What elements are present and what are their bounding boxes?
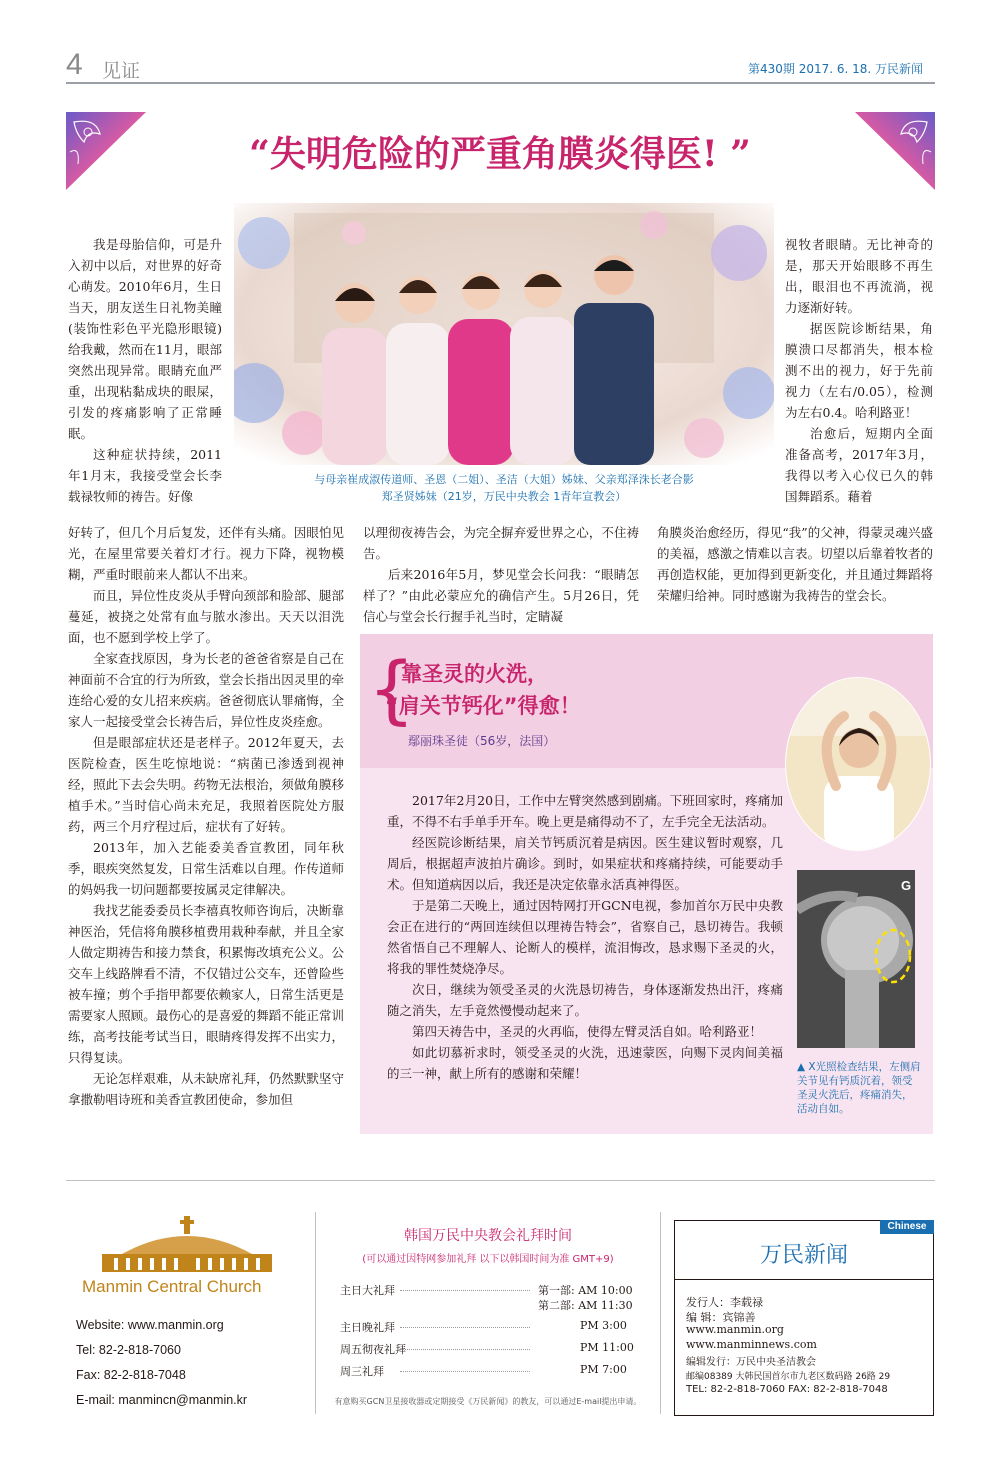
church-fax: Fax: 82-2-818-7048: [76, 1368, 186, 1382]
church-tel: Tel: 82-2-818-7060: [76, 1343, 181, 1357]
paragraph: 2013年，加入艺能委美香宣教团，同年秋季，眼疾突然复发，日常生活难以自理。作传道师的妈妈我一切问题都要按属灵定律解决。: [68, 840, 344, 897]
dot-leader: [400, 1349, 530, 1350]
service-time: PM 7:00: [580, 1363, 627, 1376]
paragraph: 角膜炎治愈经历，得见“我”的父神，得蒙灵魂兴盛的美福，感激之情难以言表。切望以后靠着牧者的再创造权能，更加得到更新变化，并且通过舞蹈将荣耀归给神。同时感谢为我祷告的堂会长。: [657, 525, 933, 603]
paragraph: 好转了，但几个月后复发，还伴有头痛。因眼怕见光，在屋里常要关着灯才行。视力下降，视物模糊，严重时眼前来人都认不出来。: [68, 525, 344, 582]
paragraph: 治愈后，短期内全面准备高考，2017年3月，我得以考入心仪已久的韩国舞蹈系。藉着: [785, 426, 933, 504]
paragraph: 但是眼部症状还是老样子。2012年夏天，去医院检查，医生吃惊地说：“病菌已渗透到视神经，照此下去会失明。药物无法根治，须做角膜移植手术。”当时信心尚未充足，我照着医院处方服药，两三个月疗程过后，症状有了好转。: [68, 735, 344, 834]
service-name: 周五彻夜礼拜: [340, 1343, 406, 1356]
address-line: 邮编08389 大韩民国首尔市九老区数码路 26路 29: [686, 1372, 891, 1382]
paragraph: 无论怎样艰难，从未缺席礼拜，仍然默默坚守拿撒勒唱诗班和美香宣教团使命，参加但: [68, 1071, 344, 1107]
church-building-icon: [100, 1214, 274, 1274]
issuer-line: 编辑发行：万民中央圣洁教会: [686, 1357, 816, 1368]
dot-leader: [400, 1327, 530, 1328]
dot-leader: [400, 1371, 530, 1372]
paragraph: 2017年2月20日，工作中左臂突然感到剧痛。下班回家时，疼痛加重，不得不右手单手开车。晚上更是痛得动不了，左手完全无法活动。: [387, 793, 783, 829]
brace-ornament: {: [368, 647, 416, 733]
sidebar-text: [387, 790, 783, 1126]
paragraph: 据医院诊断结果，角膜溃口尽都消失，根本检测不出的视力，好于先前视力（左右/0.05），检测为左右0.4。哈利路亚！: [785, 321, 933, 420]
paragraph: 次日，继续为领受圣灵的火洗恳切祷告，身体逐渐发热出汗，疼痛随之消失，左手竟然慢慢动起来了。: [387, 982, 783, 1018]
corner-ornament-left: [66, 112, 146, 190]
editor-line: 编 辑：宾锦善: [686, 1311, 756, 1324]
article-title: “失明危险的严重角膜炎得医! ”: [249, 133, 751, 175]
church-email[interactable]: E-mail: manmincn@manmin.kr: [76, 1393, 248, 1407]
article-column-1: [68, 522, 344, 1146]
paragraph: 第四天祷告中，圣灵的火再临，使得左臂灵活自如。哈利路亚！: [412, 1024, 763, 1039]
author-portrait: [784, 676, 932, 852]
service-time: PM 3:00: [580, 1319, 627, 1332]
paragraph: 于是第二天晚上，通过因特网打开GCN电视，参加首尔万民中央教会正在进行的“两回连续但以理祷告特会”，省察自己，恳切祷告。我顿然省悟自己不理解人、论断人的模样，流泪悔改，恳求赐下圣灵的火，将我的罪性焚烧净尽。: [387, 898, 783, 976]
paragraph: 我找艺能委委员长李禧真牧师咨询后，决断靠神医治，凭信将角膜移植费用栽种奉献，并且全家人做定期祷告和接力禁食，积累悔改填充公义。公交车上线路牌看不清，不仅错过公交车，还曾险些被车撞；剪个手指甲都要依赖家人，日常生活更是需要家人照顾。最伤心的是喜爱的舞蹈不能正常训练，高考技能考试当日，眼睛疼得发挥不出实力，只得复读。: [68, 903, 344, 1065]
paragraph: 后来2016年5月，梦见堂会长问我：“眼睛怎样了？”由此必蒙应允的确信产生。5月26日，凭信心与堂会长行握手礼当时，定睛凝: [363, 567, 639, 624]
site-link[interactable]: www.manmin.org: [686, 1323, 784, 1336]
paragraph: 而且，异位性皮炎从手臂向颈部和脸部、腿部蔓延，被挠之处常有血与脓水渗出。天天以泪洗面，也不愿到学校上学了。: [68, 588, 344, 645]
service-row: [340, 1297, 638, 1317]
paragraph: 经医院诊断结果，肩关节钙质沉着是病因。医生建议暂时观察，几周后，根据超声波拍片确诊。到时，如果症状和疼痛持续，可能要动手术。但知道病因以后，我还是决定依靠永活真神得医。: [387, 835, 783, 892]
paragraph: 如此切慕祈求时，领受圣灵的火洗，迅速蒙医，向赐下灵肉间美福的三一神，献上所有的感谢和荣耀！: [387, 1045, 783, 1081]
paragraph: 以理彻夜祷告会，为完全摒弃爱世界之心，不住祷告。: [363, 525, 639, 561]
article-column-2: [363, 522, 639, 628]
service-times-title: 韩国万民中央教会礼拜时间: [404, 1228, 572, 1244]
publisher-line: 发行人：李载禄: [686, 1296, 763, 1309]
service-row: [340, 1363, 638, 1383]
page-number: 4: [66, 48, 83, 81]
section-name: 见证: [102, 60, 141, 82]
corner-ornament-right: [855, 112, 935, 190]
article-column-left-top: [68, 234, 222, 524]
service-name: 主日晚礼拜: [340, 1321, 395, 1334]
phone-line: TEL: 82-2-818-7060 FAX: 82-2-818-7048: [686, 1384, 888, 1395]
church-name: Manmin Central Church: [82, 1277, 262, 1296]
church-website[interactable]: Website: www.manmin.org: [76, 1318, 224, 1332]
service-times-subtitle: (可以通过因特网参加礼拜 以下以韩国时间为准 GMT+9): [362, 1254, 614, 1265]
masthead-rule: [674, 1279, 934, 1280]
article-column-right-top: [785, 234, 933, 518]
language-tag: Chinese: [880, 1220, 934, 1234]
service-time: 第二部: AM 11:30: [538, 1299, 633, 1312]
newspaper-title: 万民新闻: [759, 1243, 848, 1268]
header-rule: [66, 82, 935, 84]
article-column-3: [657, 522, 933, 628]
paragraph: 全家查找原因，身为长老的爸爸省察是自己在神面前不合宜的行为所致，堂会长指出因灵里的牵连给心爱的女儿招来疾病。爸爸彻底认罪痛悔，全家人一起接受堂会长祷告后，异位性皮炎痊愈。: [68, 651, 344, 729]
photo-caption-2: 郑圣贤姊妹（21岁，万民中央教会 1青年宣教会）: [381, 490, 627, 503]
footer-divider: [315, 1212, 316, 1414]
dot-leader: [400, 1290, 530, 1291]
paragraph: 这种症状持续，2011年1月末，我接受堂会长李载禄牧师的祷告。好像: [68, 447, 222, 504]
issue-info: 第430期 2017. 6. 18. 万民新闻: [748, 62, 924, 76]
service-name: 周三礼拜: [340, 1365, 384, 1378]
xray-caption: ▲ X光照检查结果，左侧肩关节见有钙质沉着，领受圣灵火洗后，疼痛消失，活动自如。: [797, 1061, 921, 1115]
footer-rule: [66, 1180, 935, 1181]
sidebar-title-line-2: “肩关节钙化”得愈！: [385, 694, 581, 718]
sidebar-title-line-1: 靠圣灵的火洗，: [401, 662, 548, 686]
footer-divider: [660, 1212, 661, 1414]
service-time: PM 11:00: [580, 1341, 634, 1354]
site-link[interactable]: www.manminnews.com: [686, 1338, 817, 1351]
xray-image: [797, 870, 915, 1048]
service-time: 第一部: AM 10:00: [538, 1284, 633, 1297]
sidebar-author: 鄢丽珠圣徒（56岁，法国）: [408, 734, 556, 748]
paragraph: 我是母胎信仰，可是升入初中以后，对世界的好奇心萌发。2010年6月，生日当天，朋友送生日礼物美瞳(装饰性彩色平光隐形眼镜)给我戴，然而在11月，眼部突然出现异常。眼睛充血严重，出现粘黏成块的眼屎，引发的疼痛影响了正常睡眠。: [68, 237, 222, 441]
paragraph: 视牧者眼睛。无比神奇的是，那天开始眼眵不再生出，眼泪也不再流淌，视力逐渐好转。: [785, 237, 933, 315]
service-row: [340, 1319, 638, 1339]
subscription-note: 有意购买GCN卫星接收器或定期接受《万民新闻》的教友，可以通过E-mail提出申请。: [334, 1397, 642, 1406]
service-row: [340, 1341, 638, 1361]
xray-label: G: [901, 878, 912, 893]
photo-caption-1: 与母亲崔成淑传道师、圣恩（二姐）、圣洁（大姐）姊妹、父亲郑泽洙长老合影: [314, 473, 694, 486]
family-photo: [234, 203, 774, 465]
service-name: 主日大礼拜: [340, 1284, 395, 1297]
